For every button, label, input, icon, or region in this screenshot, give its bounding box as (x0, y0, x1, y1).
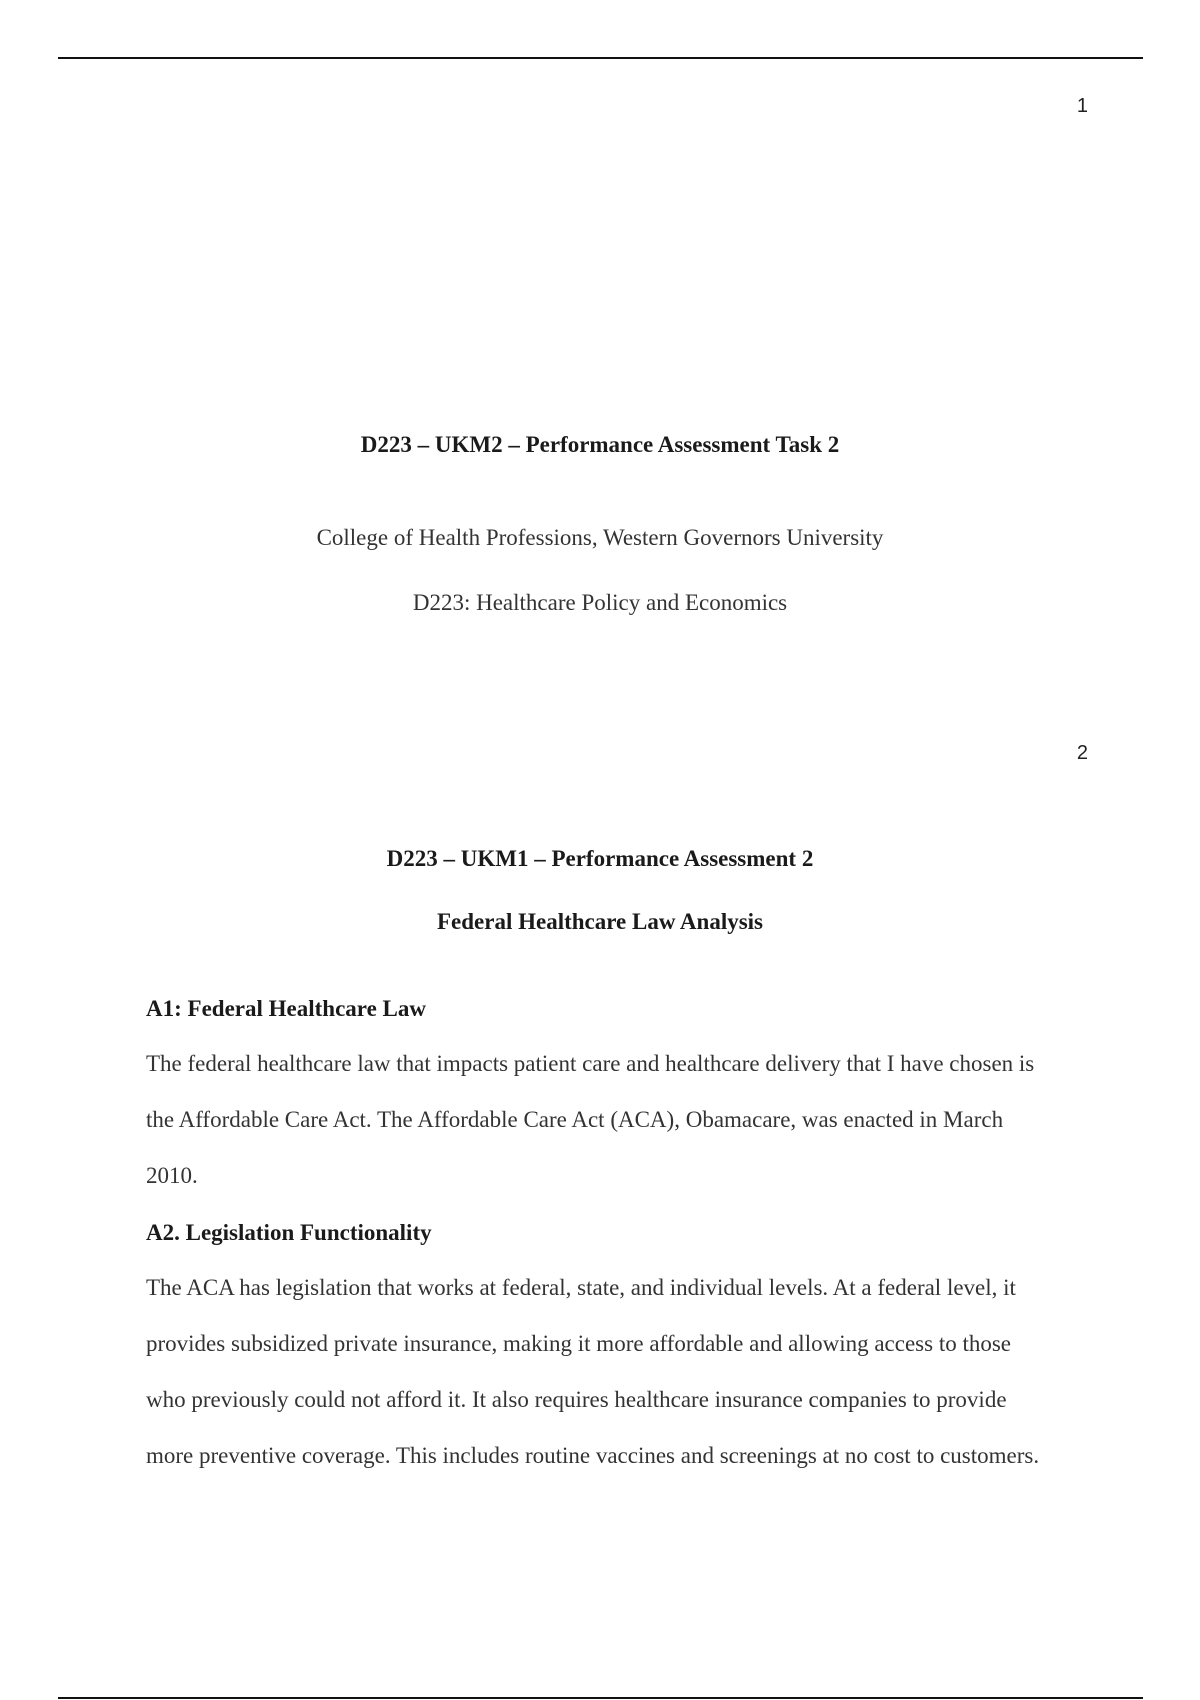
paragraph-line: who previously could not afford it. It also requires healthcare insurance companies to provide (146, 1387, 1007, 1412)
page-top-rule (58, 57, 1143, 59)
page-number-1: 1 (1076, 95, 1088, 117)
document-subtitle: Federal Healthcare Law Analysis (436, 909, 764, 934)
paragraph-line: 2010. (146, 1163, 198, 1188)
paragraph-line: The ACA has legislation that works at federal, state, and individual levels. At a federal level, it (146, 1275, 1016, 1300)
document-title: D223 – UKM1 – Performance Assessment 2 (386, 846, 814, 871)
section-heading-a2: A2. Legislation Functionality (146, 1220, 432, 1245)
section-paragraph-a1 (146, 1036, 1096, 1204)
section-paragraph-a2 (146, 1260, 1096, 1484)
paragraph-line: the Affordable Care Act. The Affordable Care Act (ACA), Obamacare, was enacted in March (146, 1107, 1004, 1132)
institution-line: College of Health Professions, Western Governors University (316, 525, 884, 550)
paragraph-line: provides subsidized private insurance, making it more affordable and allowing access to those (146, 1331, 1012, 1356)
page-number-2: 2 (1076, 742, 1088, 764)
paragraph-line: The federal healthcare law that impacts patient care and healthcare delivery that I have chosen is (146, 1051, 1035, 1076)
section-heading-a1: A1: Federal Healthcare Law (146, 996, 426, 1021)
page-bottom-rule (58, 1697, 1143, 1699)
course-line: D223: Healthcare Policy and Economics (412, 590, 788, 615)
paragraph-line: more preventive coverage. This includes routine vaccines and screenings at no cost to customers. (146, 1443, 1040, 1468)
title-page-heading: D223 – UKM2 – Performance Assessment Task 2 (360, 432, 840, 457)
